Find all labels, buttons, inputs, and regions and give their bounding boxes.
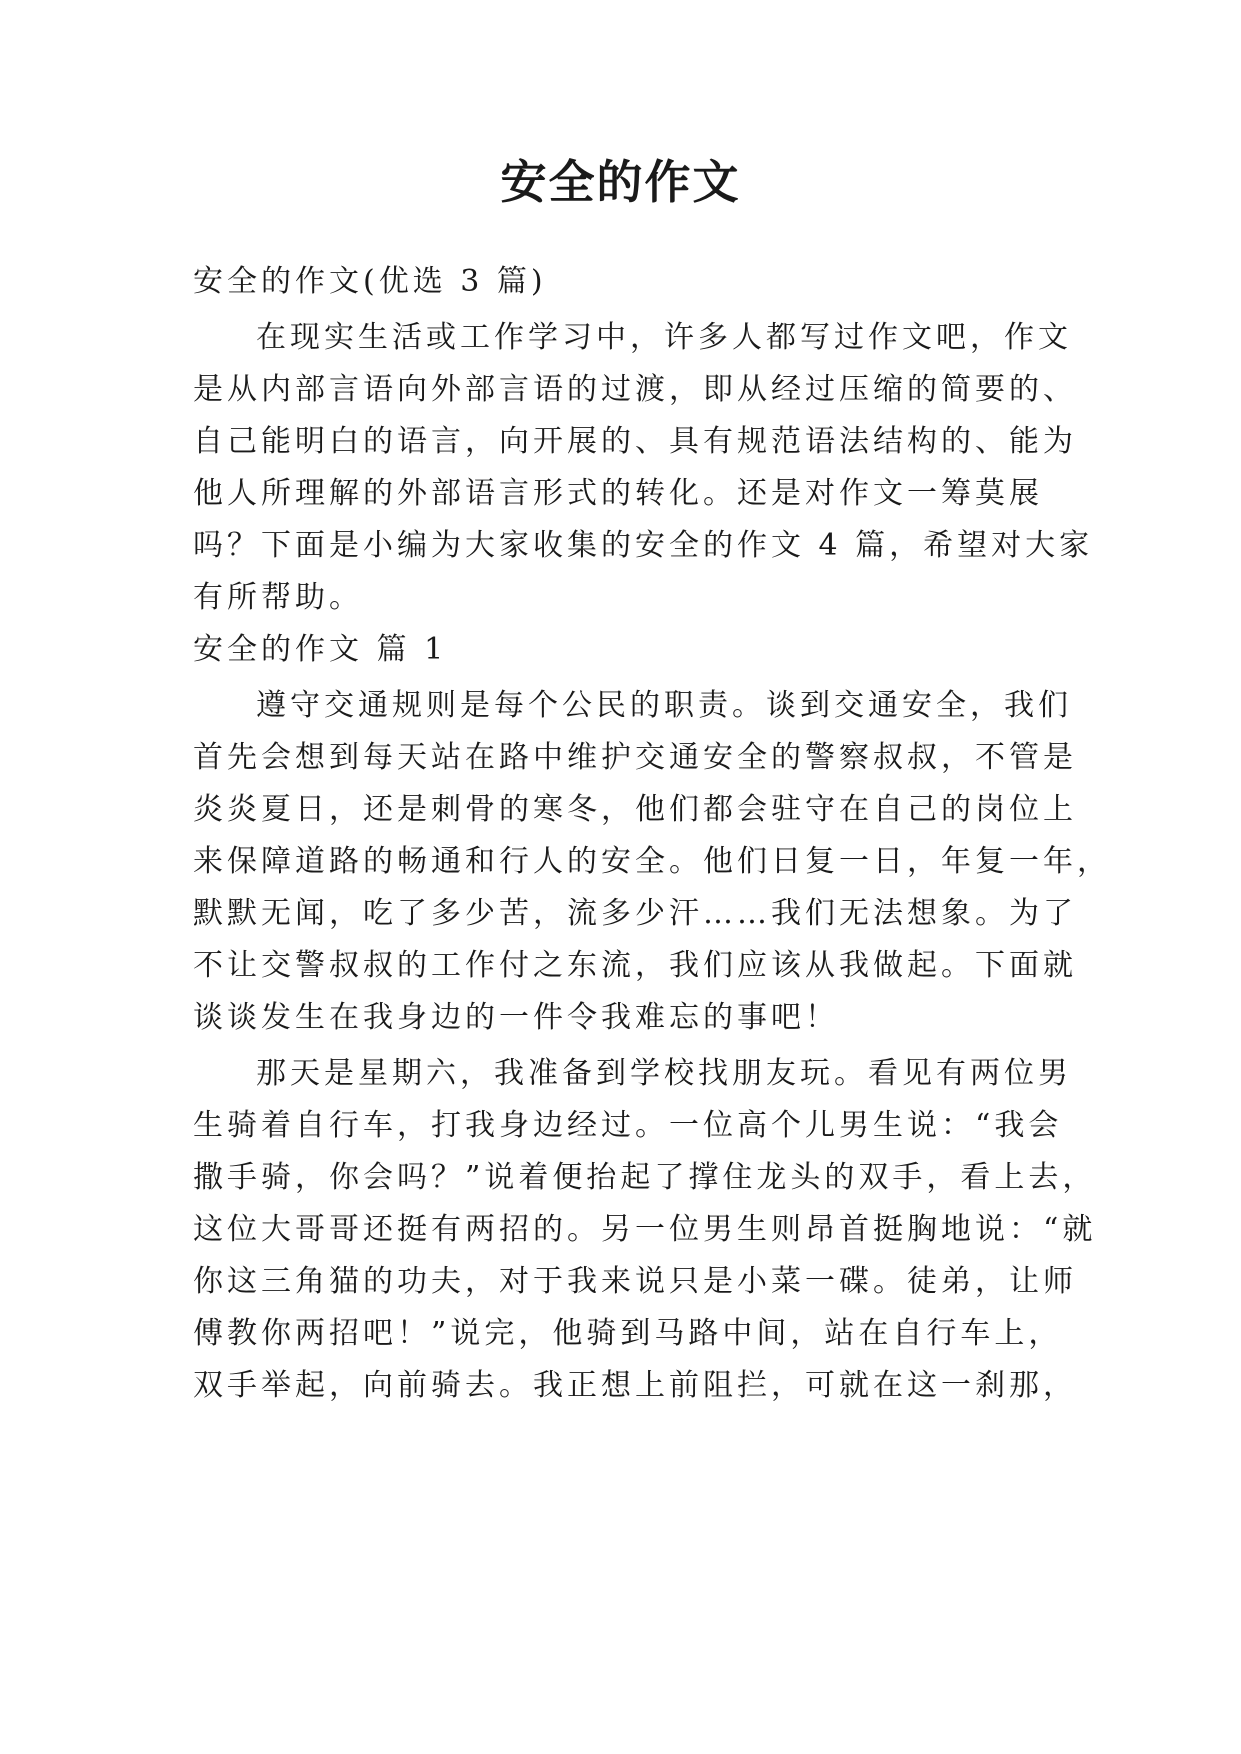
paragraph-line: 炎炎夏日，还是刺骨的寒冬，他们都会驻守在自己的岗位上 [193, 792, 1077, 827]
paragraph-line: 吗？下面是小编为大家收集的安全的作文 4 篇，希望对大家 [193, 528, 1094, 563]
paragraph-line: 遵守交通规则是每个公民的职责。谈到交通安全，我们 [256, 688, 1072, 723]
paragraph-line: 他人所理解的外部语言形式的转化。还是对作文一筹莫展 [193, 476, 1043, 511]
paragraph-line: 默默无闻，吃了多少苦，流多少汗……我们无法想象。为了 [193, 896, 1077, 931]
paragraph-line: 谈谈发生在我身边的一件令我难忘的事吧！ [193, 1000, 839, 1035]
paragraph-line: 来保障道路的畅通和行人的安全。他们日复一日，年复一年， [193, 844, 1111, 879]
paragraph-line: 那天是星期六，我准备到学校找朋友玩。看见有两位男 [256, 1056, 1072, 1091]
subtitle-line: 安全的作文(优选 3 篇) [193, 264, 547, 299]
paragraph-line: 有所帮助。 [193, 580, 363, 615]
paragraph-line: 傅教你两招吧！”说完，他骑到马路中间，站在自行车上， [193, 1316, 1063, 1351]
paragraph-line: 是从内部言语向外部言语的过渡，即从经过压缩的简要的、 [193, 372, 1077, 407]
section-heading: 安全的作文 篇 1 [193, 632, 448, 667]
paragraph-line: 不让交警叔叔的工作付之东流，我们应该从我做起。下面就 [193, 948, 1077, 983]
paragraph-line: 撒手骑，你会吗？”说着便抬起了撑住龙头的双手，看上去， [193, 1160, 1097, 1195]
document-title: 安全的作文 [500, 155, 741, 209]
paragraph-line: 首先会想到每天站在路中维护交通安全的警察叔叔，不管是 [193, 740, 1077, 775]
paragraph-line: 自己能明白的语言，向开展的、具有规范语法结构的、能为 [193, 424, 1077, 459]
paragraph-line: 你这三角猫的功夫，对于我来说只是小菜一碟。徒弟，让师 [193, 1264, 1077, 1299]
paragraph-line: 生骑着自行车，打我身边经过。一位高个儿男生说：“我会 [193, 1108, 1063, 1143]
paragraph-line: 在现实生活或工作学习中，许多人都写过作文吧，作文 [256, 320, 1072, 355]
paragraph-line: 双手举起，向前骑去。我正想上前阻拦，可就在这一刹那， [193, 1368, 1077, 1403]
paragraph-line: 这位大哥哥还挺有两招的。另一位男生则昂首挺胸地说：“就 [193, 1212, 1097, 1247]
